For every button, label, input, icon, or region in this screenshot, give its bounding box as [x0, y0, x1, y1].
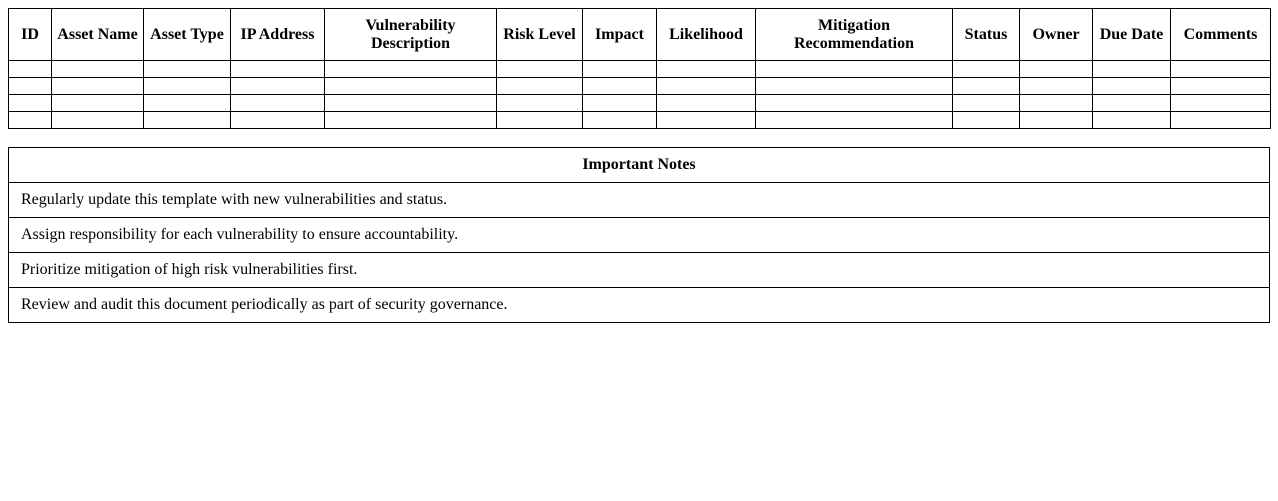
table-cell[interactable]	[144, 95, 231, 112]
column-header-status: Status	[953, 9, 1020, 61]
note-item: Regularly update this template with new vulnerabilities and status.	[9, 183, 1270, 218]
column-header-id: ID	[9, 9, 52, 61]
column-header-vulnerability-description: Vulnerability Description	[325, 9, 497, 61]
table-cell[interactable]	[1093, 95, 1171, 112]
table-cell[interactable]	[52, 112, 144, 129]
table-cell[interactable]	[756, 61, 953, 78]
table-cell[interactable]	[756, 112, 953, 129]
table-cell[interactable]	[583, 78, 657, 95]
table-cell[interactable]	[1171, 61, 1271, 78]
note-row	[9, 288, 1270, 323]
table-cell[interactable]	[657, 112, 756, 129]
vulnerability-table-body	[9, 61, 1271, 129]
table-cell[interactable]	[1171, 112, 1271, 129]
column-header-asset-name: Asset Name	[52, 9, 144, 61]
column-header-risk-level: Risk Level	[497, 9, 583, 61]
table-row	[9, 95, 1271, 112]
table-cell[interactable]	[1020, 112, 1093, 129]
table-cell[interactable]	[9, 95, 52, 112]
note-item: Review and audit this document periodically as part of security governance.	[9, 288, 1270, 323]
table-cell[interactable]	[1171, 95, 1271, 112]
important-notes-table	[8, 147, 1270, 323]
note-row	[9, 183, 1270, 218]
table-cell[interactable]	[52, 61, 144, 78]
table-cell[interactable]	[756, 78, 953, 95]
table-cell[interactable]	[9, 61, 52, 78]
table-cell[interactable]	[583, 61, 657, 78]
notes-header-row	[9, 148, 1270, 183]
table-header-row	[9, 9, 1271, 61]
table-cell[interactable]	[657, 61, 756, 78]
note-row	[9, 218, 1270, 253]
table-cell[interactable]	[9, 78, 52, 95]
notes-title: Important Notes	[9, 148, 1270, 183]
table-cell[interactable]	[953, 78, 1020, 95]
table-cell[interactable]	[657, 95, 756, 112]
column-header-due-date: Due Date	[1093, 9, 1171, 61]
table-cell[interactable]	[52, 95, 144, 112]
column-header-comments: Comments	[1171, 9, 1271, 61]
table-cell[interactable]	[325, 61, 497, 78]
table-cell[interactable]	[1020, 61, 1093, 78]
table-cell[interactable]	[325, 78, 497, 95]
table-cell[interactable]	[231, 95, 325, 112]
column-header-owner: Owner	[1020, 9, 1093, 61]
table-cell[interactable]	[231, 112, 325, 129]
table-cell[interactable]	[144, 61, 231, 78]
table-cell[interactable]	[1093, 61, 1171, 78]
column-header-mitigation-recommendation: Mitigation Recommendation	[756, 9, 953, 61]
column-header-impact: Impact	[583, 9, 657, 61]
note-item: Assign responsibility for each vulnerability to ensure accountability.	[9, 218, 1270, 253]
table-cell[interactable]	[953, 61, 1020, 78]
table-cell[interactable]	[497, 61, 583, 78]
column-header-likelihood: Likelihood	[657, 9, 756, 61]
column-header-asset-type: Asset Type	[144, 9, 231, 61]
note-row	[9, 253, 1270, 288]
table-cell[interactable]	[144, 112, 231, 129]
table-row	[9, 78, 1271, 95]
table-cell[interactable]	[325, 95, 497, 112]
column-header-ip-address: IP Address	[231, 9, 325, 61]
vulnerability-table	[8, 8, 1271, 129]
table-cell[interactable]	[657, 78, 756, 95]
table-cell[interactable]	[1020, 95, 1093, 112]
table-cell[interactable]	[497, 95, 583, 112]
table-cell[interactable]	[325, 112, 497, 129]
table-cell[interactable]	[953, 95, 1020, 112]
table-cell[interactable]	[1093, 78, 1171, 95]
table-cell[interactable]	[497, 78, 583, 95]
table-cell[interactable]	[231, 61, 325, 78]
table-row	[9, 61, 1271, 78]
table-cell[interactable]	[52, 78, 144, 95]
table-cell[interactable]	[9, 112, 52, 129]
table-cell[interactable]	[1020, 78, 1093, 95]
table-row	[9, 112, 1271, 129]
table-cell[interactable]	[583, 112, 657, 129]
document-page	[8, 8, 1270, 323]
table-cell[interactable]	[1171, 78, 1271, 95]
note-item: Prioritize mitigation of high risk vulnerabilities first.	[9, 253, 1270, 288]
table-cell[interactable]	[144, 78, 231, 95]
table-cell[interactable]	[1093, 112, 1171, 129]
table-cell[interactable]	[583, 95, 657, 112]
table-cell[interactable]	[953, 112, 1020, 129]
table-cell[interactable]	[231, 78, 325, 95]
table-cell[interactable]	[756, 95, 953, 112]
table-cell[interactable]	[497, 112, 583, 129]
